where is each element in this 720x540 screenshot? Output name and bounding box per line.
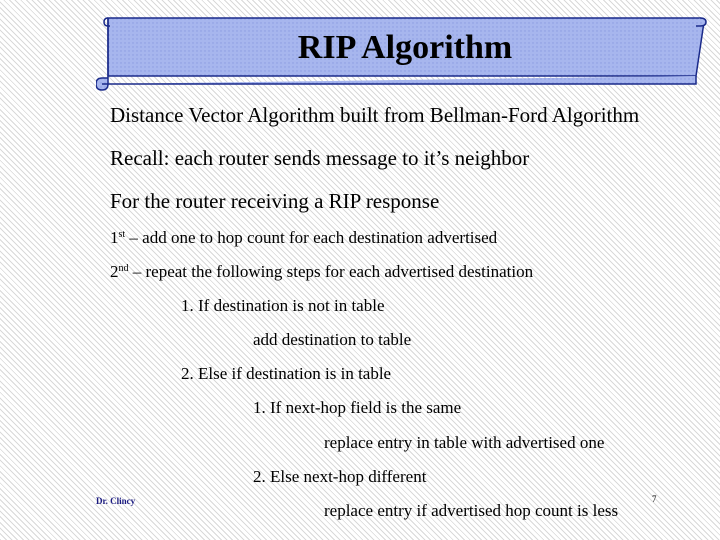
step-1-line — [110, 228, 497, 248]
sub-line-3: 2. Else if destination is in table — [181, 364, 392, 383]
author-footer: Dr. Clincy — [96, 496, 136, 506]
bullet-line-1: Distance Vector Algorithm built from Bellman-Ford Algorithm — [110, 103, 640, 127]
title-banner — [96, 10, 708, 96]
step-2-suffix: nd — [118, 263, 129, 274]
step-1-number: 1 — [110, 228, 119, 247]
step-2-text: – repeat the following steps for each advertised destination — [128, 262, 534, 281]
sub-line-1: 1. If destination is not in table — [181, 296, 385, 315]
sub-line-6: 2. Else next-hop different — [253, 467, 427, 486]
sub-line-5: replace entry in table with advertised one — [324, 433, 605, 452]
sub-line-4: 1. If next-hop field is the same — [253, 398, 462, 417]
bullet-line-2: Recall: each router sends message to it’s neighbor — [110, 146, 530, 170]
step-2-line — [110, 262, 533, 282]
step-1-text: – add one to hop count for each destination advertised — [125, 228, 498, 247]
slide-title: RIP Algorithm — [297, 29, 513, 66]
sub-line-2: add destination to table — [253, 330, 412, 349]
step-1-suffix: st — [118, 229, 126, 240]
sub-line-7: replace entry if advertised hop count is less — [324, 501, 619, 520]
bullet-line-3: For the router receiving a RIP response — [110, 189, 440, 213]
step-2-number: 2 — [110, 262, 119, 281]
page-number: 7 — [652, 494, 657, 504]
